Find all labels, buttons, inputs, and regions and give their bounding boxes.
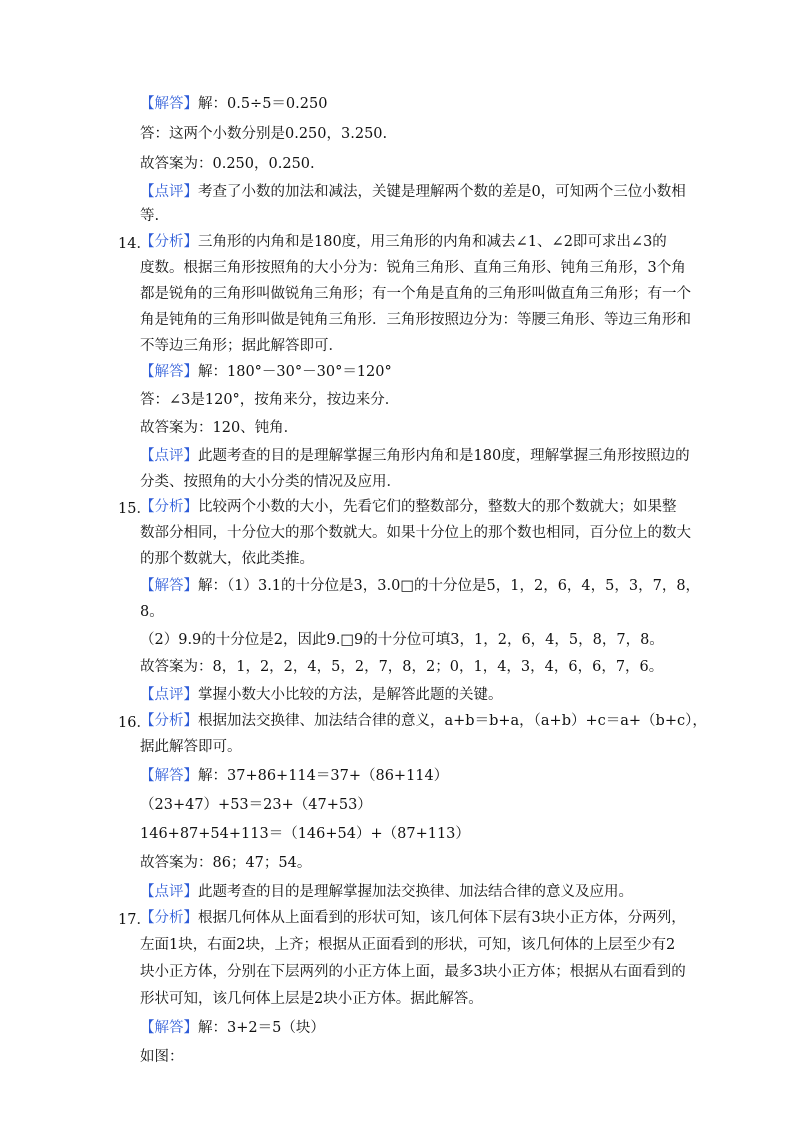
dianping-line-2: 分类、按照角的大小分类的情况及应用． bbox=[140, 474, 401, 490]
dianping-line: 【点评】此题考查的目的是理解掌握加法交换律、加法结合律的意义及应用。 bbox=[140, 884, 633, 900]
dianping-line: 【点评】考查了小数的加法和减法，关键是理解两个数的差是0，可知两个三位小数相 bbox=[140, 184, 686, 200]
fenxi-tag: 【分析】 bbox=[140, 713, 198, 729]
fenxi-line: 度数。根据三角形按照角的大小分为：锐角三角形、直角三角形、钝角三角形，3个角 bbox=[140, 260, 686, 276]
question-number: 14． bbox=[118, 236, 151, 252]
jieda-line: 【解答】解：0.5÷5＝0.250 bbox=[140, 96, 328, 112]
jieda-line-2: 8。 bbox=[140, 604, 164, 620]
question-number: 16． bbox=[118, 715, 151, 731]
fenxi-line: 左面1块，右面2块，上齐；根据从正面看到的形状，可知，该几何体的上层至少有2 bbox=[140, 937, 676, 953]
jieda-line: 【解答】解：（1）3.1的十分位是3，3.0□的十分位是5，1，2，6，4，5，3，7，8， bbox=[140, 578, 701, 594]
jieda-line: 【解答】解：37+86+114＝37+（86+114） bbox=[140, 768, 449, 784]
fenxi-line: 数部分相同，十分位大的那个数就大。如果十分位上的那个数也相同，百分位上的数大 bbox=[140, 525, 691, 541]
fenxi-tag: 【分析】 bbox=[140, 499, 198, 515]
final-answer: 故答案为：0.250，0.250. bbox=[140, 156, 315, 172]
dianping-line-2: 等. bbox=[140, 208, 160, 224]
answer-line: 答：这两个小数分别是0.250，3.250. bbox=[140, 126, 388, 142]
jieda-tag: 【解答】 bbox=[140, 1020, 198, 1036]
fenxi-line: 据此解答即可。 bbox=[140, 739, 242, 755]
question-number: 17． bbox=[118, 912, 151, 928]
dianping-tag: 【点评】 bbox=[140, 687, 198, 703]
fenxi-line: 不等边三角形；据此解答即可． bbox=[140, 338, 343, 354]
fenxi-tag: 【分析】 bbox=[140, 234, 198, 250]
final-answer: 故答案为：8，1，2，2，4，5，2，7，8，2；0，1，4，3，4，6，6，7，6。 bbox=[140, 659, 664, 675]
fenxi-line: 的那个数就大，依此类推。 bbox=[140, 551, 314, 567]
fenxi-line: 形状可知，该几何体上层是2块小正方体。据此解答。 bbox=[140, 991, 483, 1007]
jieda-line: 【解答】解：180°－30°－30°＝120° bbox=[140, 364, 392, 380]
dianping-tag: 【点评】 bbox=[140, 448, 198, 464]
dianping-tag: 【点评】 bbox=[140, 184, 198, 200]
jieda-line-3: （2）9.9的十分位是2，因此9.□9的十分位可填3，1，2，6，4，5，8，7，8。 bbox=[140, 632, 664, 648]
jieda-tag: 【解答】 bbox=[140, 364, 198, 380]
fenxi-line: 角是钝角的三角形叫做是钝角三角形．三角形按照边分为：等腰三角形、等边三角形和 bbox=[140, 312, 691, 328]
fenxi-line: 块小正方体，分别在下层两列的小正方体上面，最多3块小正方体；根据从右面看到的 bbox=[140, 964, 686, 980]
jieda-line: 【解答】解：3+2＝5（块） bbox=[140, 1020, 325, 1036]
fenxi-line: 都是锐角的三角形叫做锐角三角形；有一个角是直角的三角形叫做直角三角形；有一个 bbox=[140, 286, 691, 302]
fenxi-line: 【分析】三角形的内角和是180度，用三角形的内角和减去∠1、∠2即可求出∠3的 bbox=[140, 234, 667, 250]
fenxi-line: 【分析】根据加法交换律、加法结合律的意义，a+b＝b+a，（a+b）+c＝a+（b+c）， bbox=[140, 713, 707, 729]
answer-line: 答：∠3是120°，按角来分，按边来分． bbox=[140, 392, 400, 408]
fenxi-line: 【分析】比较两个小数的大小，先看它们的整数部分，整数大的那个数就大；如果整 bbox=[140, 499, 677, 515]
jieda-line-2: （23+47）+53＝23+（47+53） bbox=[140, 797, 372, 813]
dianping-tag: 【点评】 bbox=[140, 884, 198, 900]
dianping-line: 【点评】此题考查的目的是理解掌握三角形内角和是180度，理解掌握三角形按照边的 bbox=[140, 448, 690, 464]
fenxi-tag: 【分析】 bbox=[140, 910, 198, 926]
final-answer: 故答案为：86；47；54。 bbox=[140, 855, 312, 871]
jieda-line-3: 146+87+54+113＝（146+54）+（87+113） bbox=[140, 826, 470, 842]
final-answer: 故答案为：120、钝角． bbox=[140, 420, 299, 436]
jieda-tag: 【解答】 bbox=[140, 578, 198, 594]
question-number: 15． bbox=[118, 501, 151, 517]
fenxi-line: 【分析】根据几何体从上面看到的形状可知，该几何体下层有3块小正方体，分两列， bbox=[140, 910, 686, 926]
jieda-tag: 【解答】 bbox=[140, 768, 198, 784]
figure-label: 如图： bbox=[140, 1049, 184, 1065]
jieda-tag: 【解答】 bbox=[140, 96, 198, 112]
dianping-line: 【点评】掌握小数大小比较的方法，是解答此题的关键。 bbox=[140, 687, 503, 703]
